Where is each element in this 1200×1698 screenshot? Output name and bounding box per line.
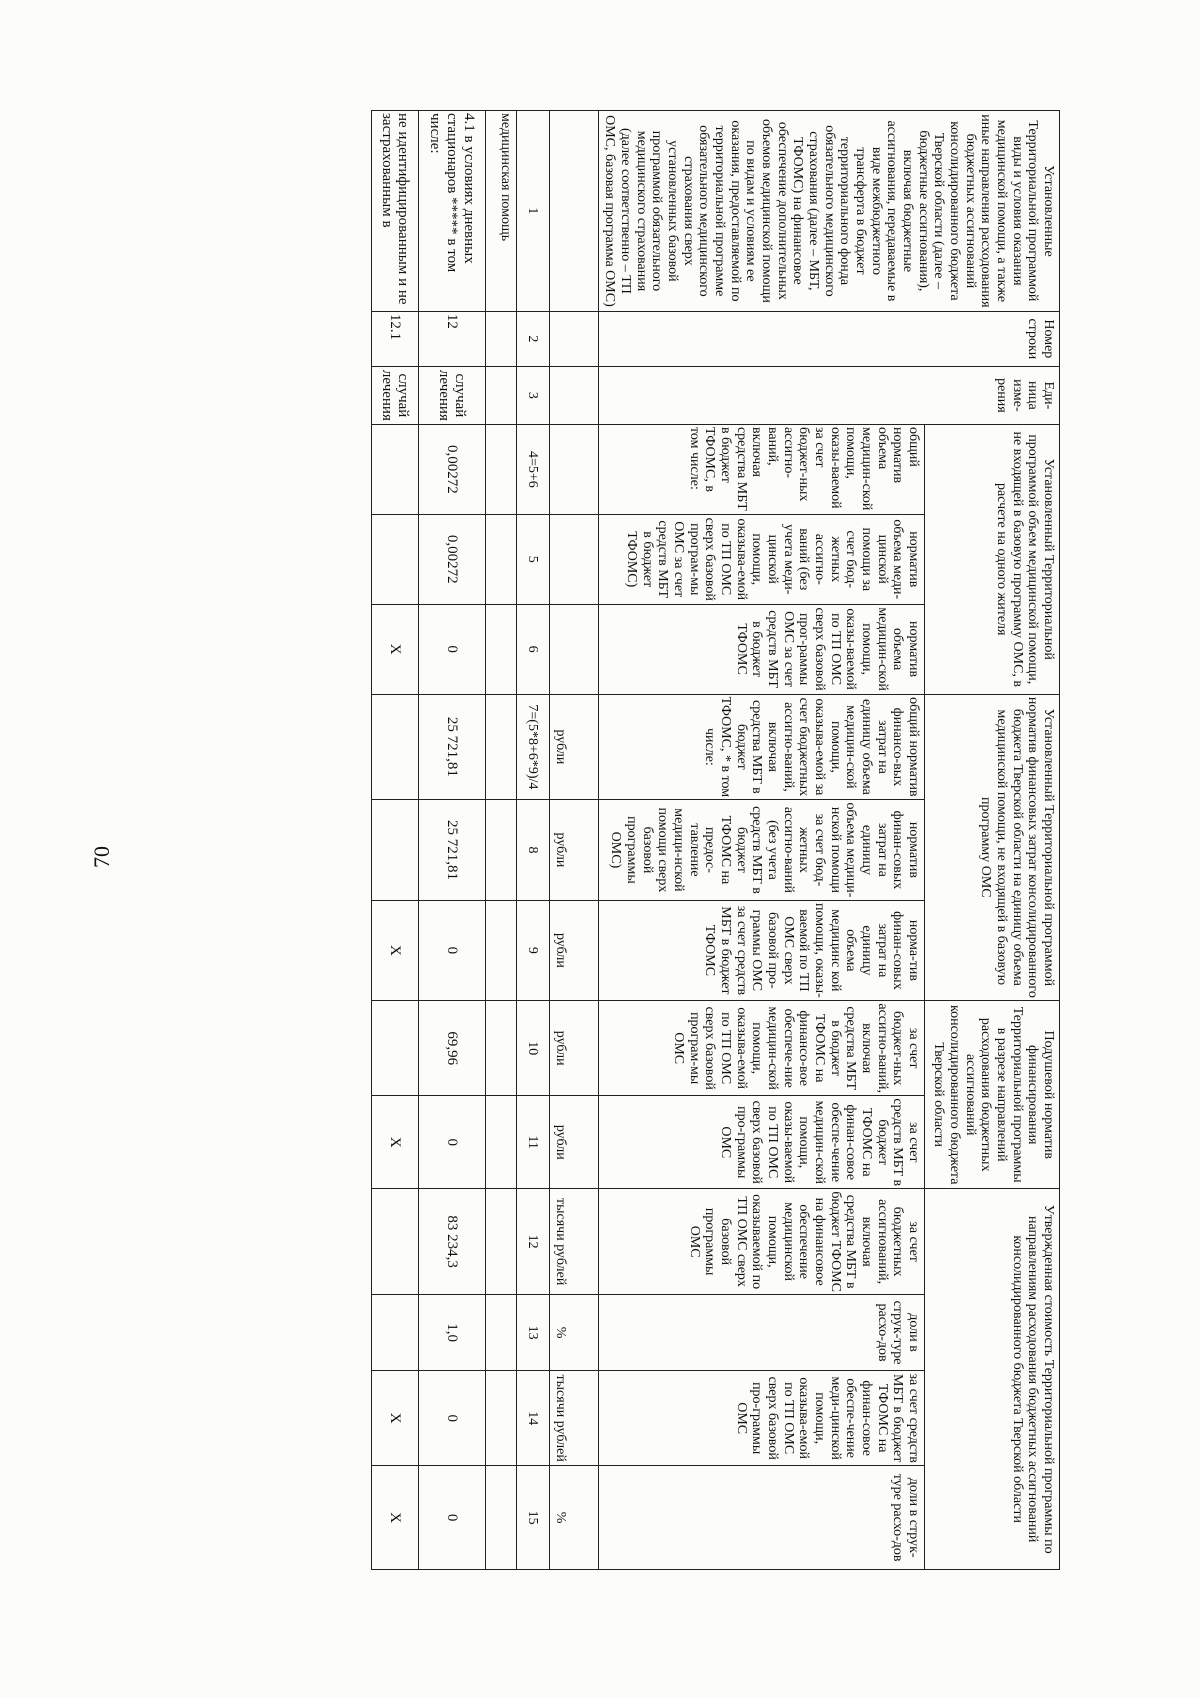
col-number-cell: 9: [516, 900, 549, 1000]
unit-cell: [549, 604, 598, 694]
col-number-cell: 11: [516, 1096, 549, 1189]
unit-cell: [549, 514, 598, 604]
value-cell: 0: [418, 1371, 485, 1466]
header-group-norm: Установленный Территориальной программой норматив финансовых затрат консолидированного бюджета Тверской области на единицу объема медицинской помощи, не входящей в базовую программу ОМС: [925, 694, 1060, 1001]
unit-cell: %: [549, 1466, 598, 1570]
empty-cell: [485, 514, 516, 604]
unit-cell: [549, 424, 598, 514]
empty-cell: [485, 604, 516, 694]
column-numbers-row: [516, 111, 549, 1570]
col-number-cell: 13: [516, 1295, 549, 1371]
value-cell: 0,00272: [418, 424, 485, 514]
section-row: [485, 111, 516, 1570]
value-cell: [371, 800, 418, 900]
value-cell: 1,0: [418, 1295, 485, 1371]
header-col-9: норма-тив финан-совых затрат на единицу объема медицинс кой помощи, оказы-ваемой по ТП ОМС сверх базовой про-граммы ОМС за счет средств МБТ в бюджет ТФОМС: [598, 900, 925, 1000]
unit-cell: рубли: [549, 800, 598, 900]
col-number-cell: 8: [516, 800, 549, 900]
header-col-1: Установленные Территориальной программой виды и условия оказания медицинской помощи, а также иные направления расходования бюджетных ассигнований консолидированного бюджета Тверской области (далее – бюджетные ассигнования), включая бюджетные ассигнования, передаваемые в виде межбюджетного трансферта в бюджет территориального фонда обязательного медицинского страхования (далее – МБТ, ТФОМС) на финансовое обеспечение дополнительных объемов медицинской помощи по видам и условиям ее оказания, предоставляемой по территориальной программе обязательного медицинского страхования сверх установленных базовой программой обязательного медицинского страхования (далее соответственно – ТП ОМС, базовая программа ОМС): [598, 111, 1059, 312]
empty-cell: [485, 424, 516, 514]
header-col-12: за счет бюджетных ассигнований, включая средства МБТ в бюджет ТФОМС на финансовое обеспечение медицинской помощи, оказываемой по ТП ОМС сверх базовой программы ОМС: [598, 1189, 925, 1295]
value-cell: [371, 1189, 418, 1295]
unit-cell: рубли: [549, 1096, 598, 1189]
col-number-cell: 15: [516, 1466, 549, 1570]
header-col-14: за счет средств МБТ в бюджет ТФОМС на финан-совое обеспе-чение меди-цинской помощи, оказыва-емой по ТП ОМС сверх базовой про-граммы ОМС: [598, 1371, 925, 1466]
page-number: 70: [89, 846, 114, 868]
unit-cell: случай лечения: [418, 366, 485, 424]
rotated-table-wrapper: [180, 110, 1060, 1570]
header-col-15: доли в струк-туре расхо-дов: [598, 1466, 925, 1570]
row-label: не идентифицированным и не застрахованным в: [371, 111, 418, 312]
row-number: 12: [418, 311, 485, 366]
col-number-cell: 2: [516, 311, 549, 366]
header-col-13: доли в струк-туре расхо-дов: [598, 1295, 925, 1371]
value-cell: 0: [418, 900, 485, 1000]
empty-cell: [485, 694, 516, 800]
value-cell: 25 721,81: [418, 800, 485, 900]
value-cell: Х: [371, 1096, 418, 1189]
row-label: 4.1 в условиях дневных стационаров ***** в том числе:: [418, 111, 485, 312]
empty-cell: [485, 1189, 516, 1295]
header-col-2: Номер строки: [598, 311, 1059, 366]
empty-cell: [485, 366, 516, 424]
unit-cell: тысячи рублей: [549, 1189, 598, 1295]
financing-table: [371, 110, 1060, 1570]
col-number-cell: 10: [516, 1001, 549, 1096]
unit-cell: тысячи рублей: [549, 1371, 598, 1466]
value-cell: 25 721,81: [418, 694, 485, 800]
header-group-per-capita: Подушевой норматив финансирования Территориальной программы в разрезе направлений расходования бюджетных ассигнований консолидированного бюджета Тверской области: [925, 1001, 1060, 1189]
value-cell: 83 234,3: [418, 1189, 485, 1295]
empty-cell: [485, 1001, 516, 1096]
unit-cell: рубли: [549, 900, 598, 1000]
value-cell: 0,00272: [418, 514, 485, 604]
header-col-5: норматив объема меди-цинской помощи за счет бюд-жетных ассигно-ваний (без учета меди-цинской помощи, оказыва-емой по ТП ОМС сверх базовой програм-мы ОМС за счет средств МБТ в бюджет ТФОМС): [598, 514, 925, 604]
value-cell: [371, 1001, 418, 1096]
unit-cell: случай лечения: [371, 366, 418, 424]
empty-cell: [485, 800, 516, 900]
empty-cell: [485, 311, 516, 366]
col-number-cell: 7=(5*8+6*9)/4: [516, 694, 549, 800]
col-number-cell: 1: [516, 111, 549, 312]
header-group-cost: Утвержденная стоимость Территориальной программы по направлениям расходования бюджетных ассигнований консолидированного бюджета Тверской области: [925, 1189, 1060, 1570]
col-number-cell: 4=5+6: [516, 424, 549, 514]
empty-cell: [485, 1466, 516, 1570]
empty-cell: [485, 900, 516, 1000]
col-number-cell: 14: [516, 1371, 549, 1466]
unit-cell: рубли: [549, 694, 598, 800]
empty-cell: [485, 1096, 516, 1189]
units-row: [549, 111, 598, 1570]
unit-cell: [549, 366, 598, 424]
header-row-groups: [925, 111, 1060, 1570]
col-number-cell: 6: [516, 604, 549, 694]
value-cell: [371, 514, 418, 604]
header-col-3: Еди-ница изме-рения: [598, 366, 1059, 424]
header-col-6: норматив объема медицин-ской помощи, оказы-ваемой по ТП ОМС сверх базовой прог-раммы ОМС за счет средств МБТ в бюджет ТФОМС: [598, 604, 925, 694]
unit-cell: %: [549, 1295, 598, 1371]
value-cell: 69,96: [418, 1001, 485, 1096]
header-col-11: за счет средств МБТ в бюджет ТФОМС на финан-совое обеспе-чение медицин-ской помощи, оказы-ваемой по ТП ОМС сверх базовой про-граммы ОМС: [598, 1096, 925, 1189]
value-cell: Х: [371, 900, 418, 1000]
col-number-cell: 3: [516, 366, 549, 424]
value-cell: [371, 694, 418, 800]
unit-cell: [549, 111, 598, 312]
empty-cell: [485, 1295, 516, 1371]
header-group-volume: Установленный Территориальной программой объем медицинской помощи, не входящей в базовую программу ОМС, в расчете на одного жителя: [925, 424, 1060, 694]
header-col-4: общий норматив объема медицин-ской помощи, оказы-ваемой за счет бюджет-ных ассигно-ваний, включая средства МБТ в бюджет ТФОМС, в том числе:: [598, 424, 925, 514]
table-row: [418, 111, 485, 1570]
value-cell: Х: [371, 1466, 418, 1570]
col-number-cell: 5: [516, 514, 549, 604]
value-cell: 0: [418, 604, 485, 694]
value-cell: Х: [371, 604, 418, 694]
header-col-8: норматив финан-совых затрат на единицу объема медици-нской помощи за счет бюд-жетных ассигно-ваний (без учета средств МБТ в бюджет ТФОМС на предос-тавление медици-нской помощи сверх базовой программы ОМС): [598, 800, 925, 900]
value-cell: 0: [418, 1096, 485, 1189]
section-label: медицинская помощь: [485, 111, 516, 312]
table-row: [371, 111, 418, 1570]
value-cell: [371, 1295, 418, 1371]
unit-cell: [549, 311, 598, 366]
header-col-7: общий норматив финансо-вых затрат на единицу объема медицин-ской помощи, оказыва-емой за счет бюджетных ассигно-ваний, включая средства МБТ в бюджет ТФОМС, * в том числе:: [598, 694, 925, 800]
row-number: 12.1: [371, 311, 418, 366]
empty-cell: [485, 1371, 516, 1466]
value-cell: [371, 424, 418, 514]
col-number-cell: 12: [516, 1189, 549, 1295]
value-cell: 0: [418, 1466, 485, 1570]
value-cell: Х: [371, 1371, 418, 1466]
unit-cell: рубли: [549, 1001, 598, 1096]
header-col-10: за счет бюджет-ных ассигно-ваний, включая средства МБТ в бюджет ТФОМС на финансо-вое обеспече-ние медицин-ской помощи, оказыва-емой по ТП ОМС сверх базовой програм-мы ОМС: [598, 1001, 925, 1096]
